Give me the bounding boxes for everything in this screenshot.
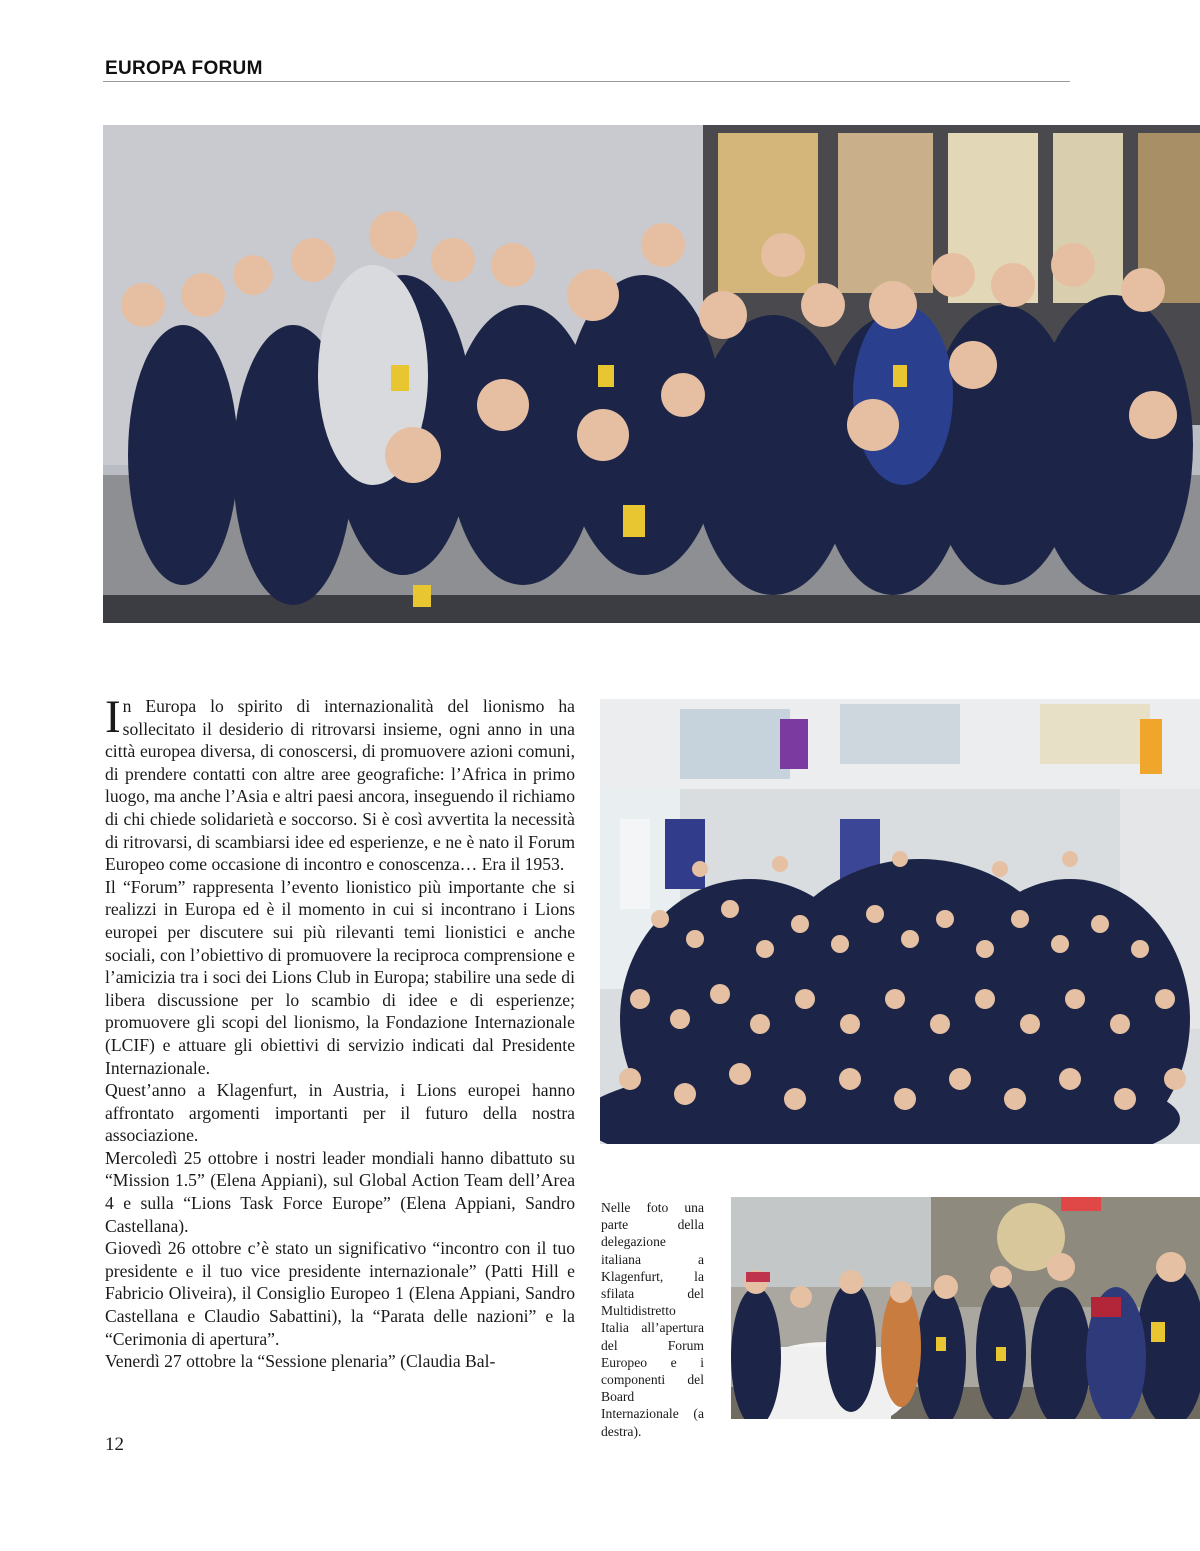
article-paragraph-4: Mercoledì 25 ottobre i nostri leader mondiali hanno dibattuto su “Mission 1.5” (Elena Appiani), sul Global Action Team dell’Area 4 e sulla “Lions Task Force Europe” (Elena Appiani, Sandro Castellana). xyxy=(105,1147,575,1236)
article-paragraph-2: Il “Forum” rappresenta l’evento lionistico più importante che si realizzi in Europa ed è il momento in cui si incontrano i Lions europei per discutere sui più rilevanti temi lionistici e anche sociali, con l’obiettivo di promuovere la reciproca comprensione e l’amicizia tra i soci dei Lions Club in Europa; stabilire una sede di libera discussione per lo scambio di idee e di esperienze; promuovere gli scopi del lionismo, la Fondazione Internazionale (LCIF) e attuare gli obiettivi di servizio indicati dal Presidente Internazionale. xyxy=(105,876,575,1078)
board-photo-small xyxy=(731,1197,1200,1419)
article-paragraph-1: In Europa lo spirito di internazionalità del lionismo ha sollecitato il desiderio di ritrovarsi insieme, ogni anno in una città europea diversa, di conoscersi, di promuovere azioni comuni, di prendere contatti con altre aree geografiche: l’Africa in primo luogo, ma anche l’Asia e altri paesi ancora, inseguendo il richiamo di chi chiede solidarietà e soccorso. Si è così avvertita la necessità di ritrovarsi, di scambiarsi idee ed esperienze, e ne è nato il Forum Europeo come occasione di incontro e conoscenza… Era il 1953. xyxy=(105,691,575,875)
group-photo-icon xyxy=(103,125,1200,623)
section-title: EUROPA FORUM xyxy=(105,58,263,79)
crowd-photo-icon xyxy=(600,699,1200,1144)
crowd-photo-right xyxy=(600,699,1200,1144)
page-number: 12 xyxy=(105,1434,124,1455)
article-paragraph-3: Quest’anno a Klagenfurt, in Austria, i Lions europei hanno affrontato argomenti importanti per il futuro della nostra associazione. xyxy=(105,1080,575,1146)
header-divider xyxy=(103,81,1070,82)
group-photo-top xyxy=(103,125,1200,623)
article-paragraph-6: Venerdì 27 ottobre la “Sessione plenaria” (Claudia Bal- xyxy=(105,1351,496,1372)
drop-cap: I xyxy=(105,691,121,743)
photo-caption: Nelle foto una parte della delegazione italiana a Klagenfurt, la sfilata del Multidistretto Italia all’apertura del Forum Europeo e i componenti del Board Internazionale (a destra). xyxy=(601,1200,704,1439)
article-paragraph-5: Giovedì 26 ottobre c’è stato un significativo “incontro con il tuo presidente e il tuo vice presidente internazionale” (Patti Hill e Fabricio Oliveira), il Consiglio Europeo 1 (Elena Appiani, Sandro Castellana e Claudio Sabattini), la “Parata delle nazioni” e la “Cerimonia di apertura”. xyxy=(105,1238,575,1349)
article-body xyxy=(105,691,575,1373)
group-photo-flags-icon xyxy=(731,1197,1200,1419)
